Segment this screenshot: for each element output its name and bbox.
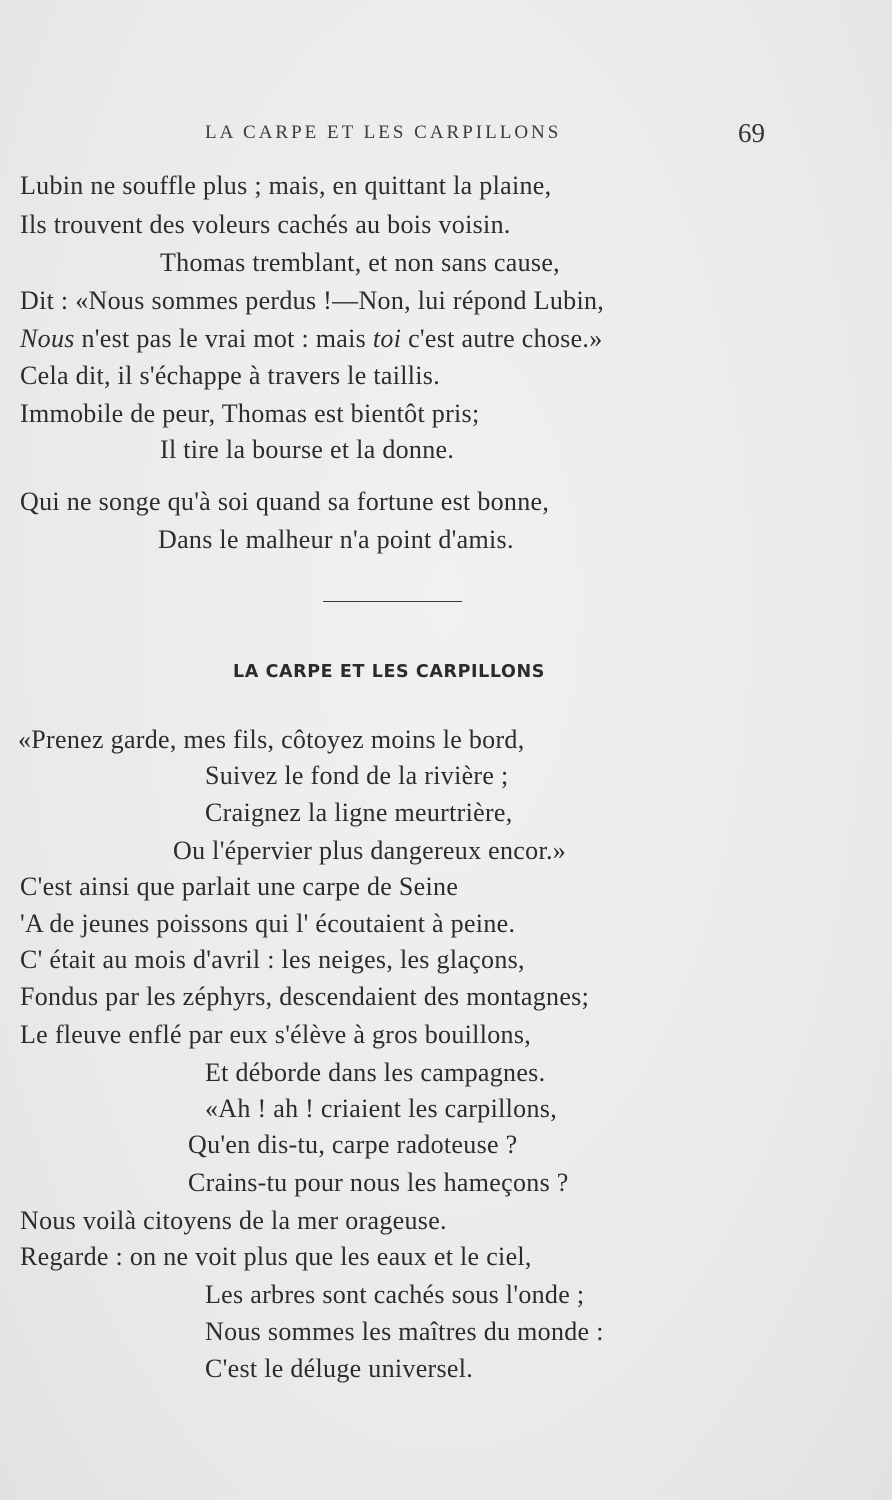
verse-line: Cela dit, il s'échappe à travers le taillis.	[20, 361, 441, 390]
verse-line: Nous voilà citoyens de la mer orageuse.	[20, 1206, 447, 1235]
verse-line: C'est le déluge universel.	[205, 1354, 474, 1383]
verse-fragment: c'est autre chose.»	[408, 324, 603, 353]
verse-fragment: n'est pas le vrai mot : mais	[81, 324, 367, 353]
verse-line: Il tire la bourse et la donne.	[160, 435, 455, 464]
verse-line-mixed	[20, 321, 603, 357]
verse-line: «Ah ! ah ! criaient les carpillons,	[205, 1094, 557, 1123]
verse-line: Craignez la ligne meurtrière,	[205, 798, 513, 827]
verse-emphasis: toi	[372, 324, 402, 353]
verse-line: Nous sommes les maîtres du monde :	[205, 1317, 604, 1346]
verse-line: Immobile de peur, Thomas est bientôt pris;	[20, 399, 480, 428]
verse-line: «Prenez garde, mes fils, côtoyez moins le bord,	[18, 725, 525, 754]
running-head	[0, 118, 892, 154]
verse-line: Lubin ne souffle plus ; mais, en quittant la plaine,	[20, 171, 552, 200]
verse-line: Crains-tu pour nous les hameçons ?	[188, 1168, 569, 1197]
verse-line: Le fleuve enflé par eux s'élève à gros bouillons,	[20, 1020, 532, 1049]
verse-line: Les arbres sont cachés sous l'onde ;	[205, 1280, 585, 1309]
verse-line: 'A de jeunes poissons qui l' écoutaient à peine.	[20, 909, 516, 938]
verse-emphasis: Nous	[20, 324, 75, 353]
verse-line: Dit : «Nous sommes perdus !—Non, lui répond Lubin,	[20, 286, 605, 315]
verse-line: C' était au mois d'avril : les neiges, les glaçons,	[20, 945, 525, 974]
verse-line: Fondus par les zéphyrs, descendaient des montagnes;	[20, 982, 590, 1011]
verse-line: Regarde : on ne voit plus que les eaux et le ciel,	[20, 1242, 532, 1271]
fable-title-text: LA CARPE ET LES CARPILLONS	[233, 662, 545, 682]
verse-line: Thomas tremblant, et non sans cause,	[160, 248, 560, 277]
section-divider	[323, 601, 462, 602]
verse-line: C'est ainsi que parlait une carpe de Seine	[20, 872, 459, 901]
running-title: LA CARPE ET LES CARPILLONS	[205, 122, 562, 143]
verse-line: Suivez le fond de la rivière ;	[205, 761, 509, 790]
moral-line: Qui ne songe qu'à soi quand sa fortune est bonne,	[20, 487, 550, 516]
verse-line: Ou l'épervier plus dangereux encor.»	[173, 836, 567, 865]
verse-line: Qu'en dis-tu, carpe radoteuse ?	[188, 1130, 518, 1159]
verse-line: Ils trouvent des voleurs cachés au bois voisin.	[20, 210, 511, 239]
moral-line: Dans le malheur n'a point d'amis.	[158, 525, 514, 554]
verse-line: Et déborde dans les campagnes.	[205, 1058, 546, 1087]
page-number: 69	[738, 118, 765, 148]
